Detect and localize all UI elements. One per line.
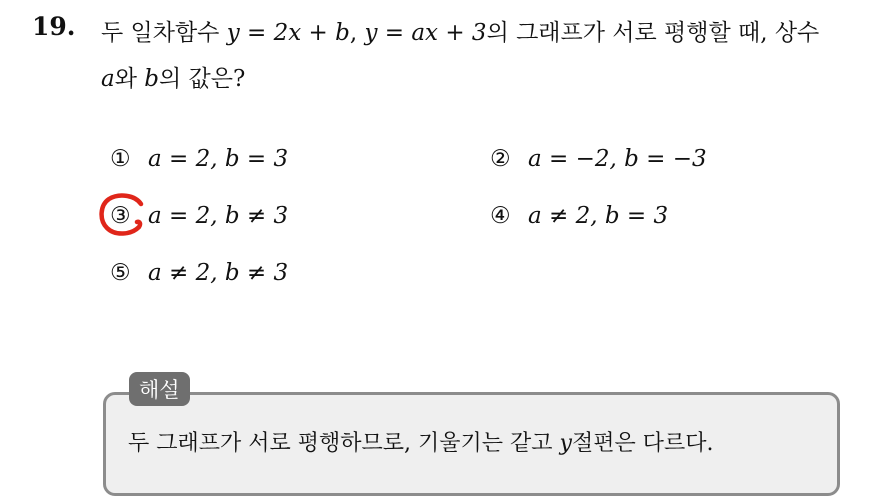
variable-a: a — [101, 66, 115, 92]
choice-number: ② — [490, 146, 511, 172]
choice-4[interactable] — [490, 203, 668, 229]
question-text-suffix: 의 그래프가 서로 평행할 때, 상수 — [486, 20, 820, 46]
answer-circle-mark — [97, 190, 151, 238]
answer-circle-stroke — [102, 196, 141, 234]
question-text-end: 의 값은? — [158, 66, 246, 92]
choice-text: a ≠ 2, b ≠ 3 — [148, 260, 289, 286]
choice-number: ① — [110, 146, 131, 172]
choice-text: a = −2, b = −3 — [528, 146, 707, 172]
choice-number: ⑤ — [110, 260, 131, 286]
choice-number: ④ — [490, 203, 511, 229]
explanation-text-prefix: 두 그래프가 서로 평행하므로, 기울기는 같고 — [128, 431, 560, 456]
question-text-line1 — [101, 14, 819, 47]
choice-2[interactable] — [490, 146, 707, 172]
question-text-mid: 와 — [114, 66, 145, 92]
formula-2: y = ax + 3 — [364, 20, 487, 46]
choice-text: a = 2, b ≠ 3 — [148, 203, 289, 229]
formula-separator: , — [349, 20, 365, 46]
choice-1[interactable] — [110, 146, 288, 172]
question-number: 19. — [32, 12, 76, 41]
question-text-line2 — [101, 60, 245, 93]
choice-text: a ≠ 2, b = 3 — [528, 203, 669, 229]
choice-number: ③ — [110, 203, 131, 229]
explanation-variable-y: y — [559, 431, 572, 456]
variable-b: b — [144, 66, 159, 92]
formula-1: y = 2x + b — [226, 20, 350, 46]
explanation-label: 해설 — [129, 372, 190, 406]
explanation-text-suffix: 절편은 다르다. — [571, 431, 714, 456]
question-text-prefix: 두 일차함수 — [101, 20, 227, 46]
choice-text: a = 2, b = 3 — [148, 146, 289, 172]
explanation-text — [128, 426, 713, 457]
choice-5[interactable] — [110, 260, 288, 286]
